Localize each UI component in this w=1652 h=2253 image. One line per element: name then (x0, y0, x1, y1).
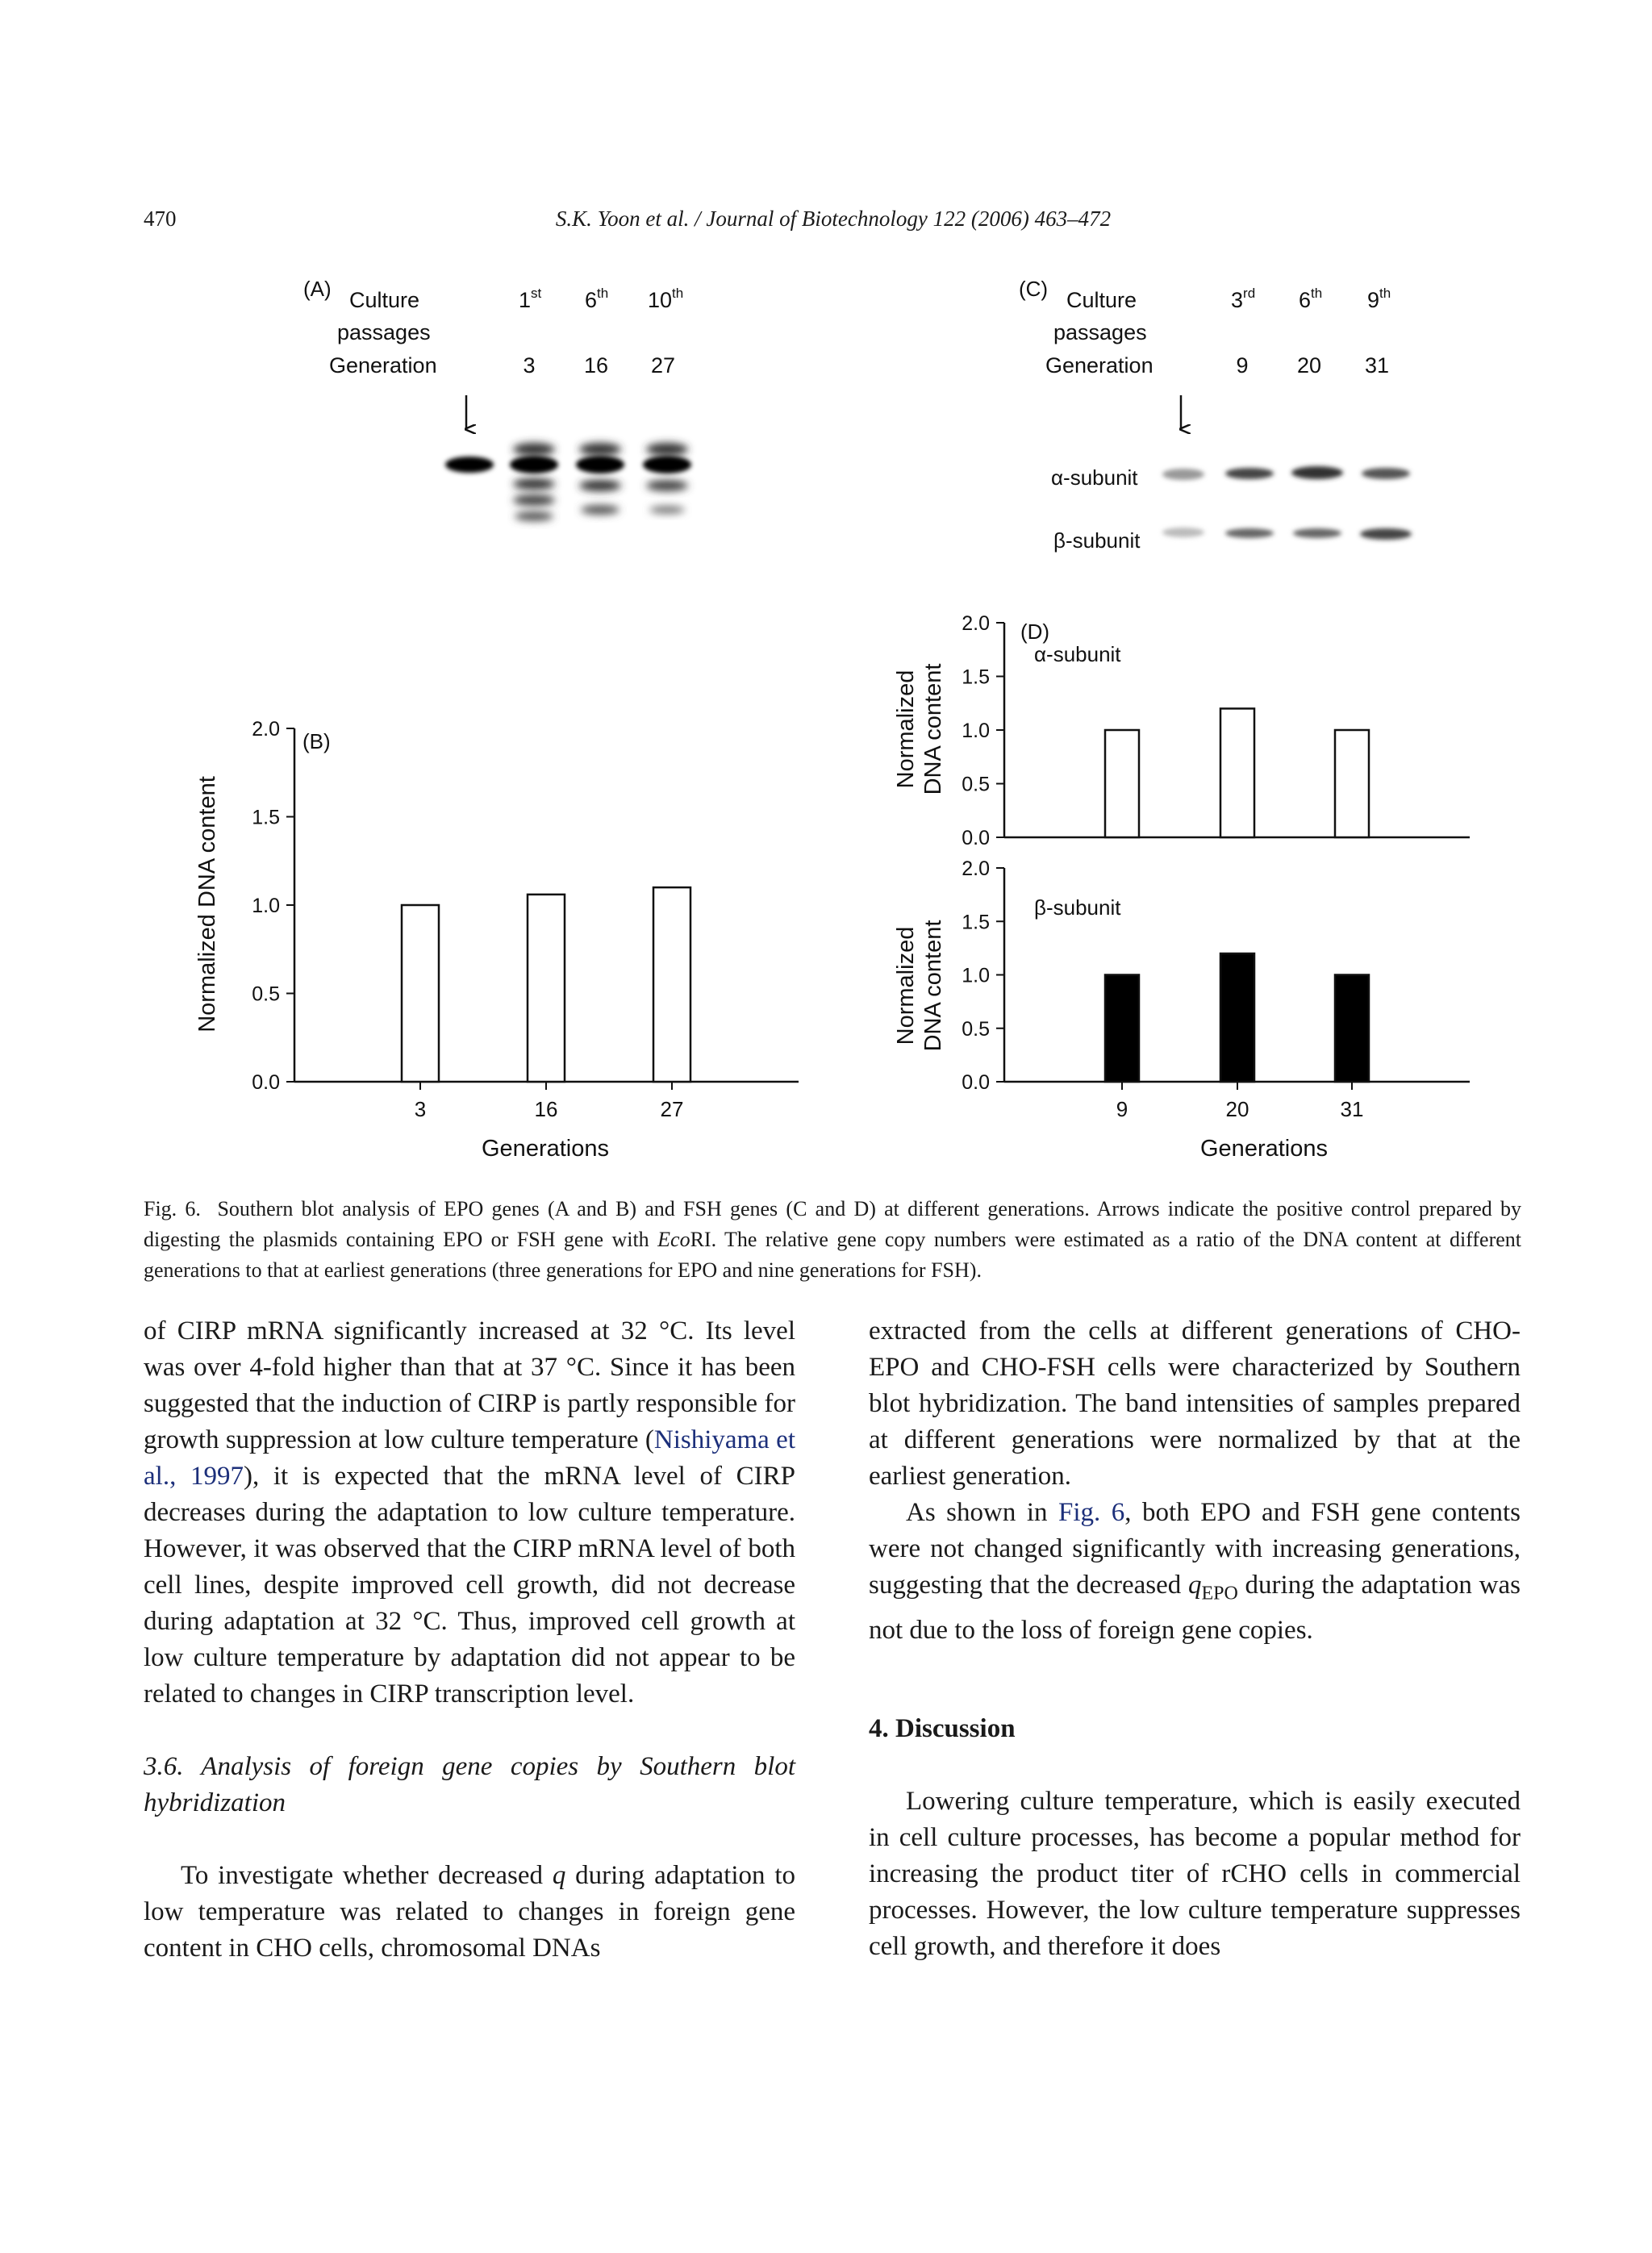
caption-enzyme-italic: Eco (657, 1228, 690, 1251)
panel-d-beta-y-tick-label: 1.5 (962, 911, 990, 934)
caption-enzyme-rest: RI (690, 1228, 711, 1251)
caption-text-1: Southern blot analysis of EPO genes (A and B) and FSH genes (C and D) at different generations. Arrows indicate the positive control prepared by digesting the plasmids containing EPO or FSH gene with (144, 1197, 1522, 1251)
panel-d-beta-y-tick-label: 2.0 (962, 857, 990, 880)
panel-b-y-tick-label: 2.0 (252, 718, 280, 741)
panel-d-alpha-y-tick-label: 2.0 (962, 612, 990, 635)
panel-b-x-tick-label: 3 (414, 1097, 427, 1121)
panel-d-beta-ylabel-line1: Normalized (893, 926, 919, 1045)
panel-d-beta-y-tick-label: 0.0 (962, 1071, 990, 1094)
panel-a-label: (A) (303, 277, 332, 301)
panel-d-alpha-ylabel-line1: Normalized (893, 670, 919, 789)
panel-d-label: (D) (1020, 620, 1050, 644)
panel-d-chart (893, 612, 1470, 1162)
panel-a-gen-3: 27 (650, 353, 676, 378)
panel-d-beta-x-tick-label: 9 (1116, 1097, 1128, 1121)
panel-d-beta-x-tick-label: 31 (1340, 1097, 1364, 1121)
panel-d-beta-y-tick-label: 0.5 (962, 1017, 990, 1041)
panel-d-alpha-label: α-subunit (1034, 642, 1121, 666)
panel-a-row-culture: Culture (349, 288, 420, 312)
panel-a-gen-1: 3 (523, 353, 536, 378)
panel-b-y-tick-label: 0.5 (252, 983, 280, 1006)
symbol-q: q (552, 1861, 566, 1890)
gel-lane-2 (576, 443, 624, 515)
panel-d-beta-x-tick-label: 20 (1225, 1097, 1249, 1121)
panel-b-bar-27 (653, 887, 690, 1082)
panel-b-y-tick-label: 1.0 (252, 895, 280, 917)
panel-c-gen-2: 20 (1296, 353, 1322, 378)
panel-c-passage-1: 3rd (1231, 286, 1256, 312)
running-head: S.K. Yoon et al. / Journal of Biotechnology 122 (2006) 463–472 (555, 207, 1112, 231)
panel-c-passage-2: 6th (1299, 286, 1323, 312)
paragraph: extracted from the cells at different generations of CHO-EPO and CHO-FSH cells were characterized by Southern blot hybridization. The band intensities of samples prepared at different generations were normalized by that at the earliest generation. (869, 1316, 1521, 1491)
paragraph-text: ), it is expected that the mRNA level of CIRP decreases during the adaptation to low culture temperature. However, it was observed that the CIRP mRNA level of both cell lines, despite improved cell growth, did not decrease during adaptation at 32 °C. Thus, improved cell growth at low culture temperature by adaptation did not appear to be related to changes in CIRP transcription level. (144, 1462, 795, 1709)
gel-band (445, 457, 494, 473)
paragraph: Lowering culture temperature, which is easily executed in cell culture processes, has become a popular method for increasing the product titer of rCHO cells in commercial processes. However, the low culture temperature suppresses cell growth, and therefore it does (869, 1786, 1521, 1961)
panel-b-x-tick-label: 16 (534, 1097, 558, 1121)
panel-c-passage-3: 9th (1367, 286, 1391, 312)
panel-b-y-tick-label: 0.0 (252, 1071, 280, 1094)
paragraph-text: As shown in (906, 1498, 1059, 1527)
panel-d-alpha-y-tick-label: 1.0 (962, 720, 990, 742)
panel-c-bands (1162, 466, 1412, 540)
caption-label: Fig. 6. (144, 1197, 201, 1220)
panel-a-bands (445, 443, 691, 521)
panel-d-beta-label: β-subunit (1034, 895, 1121, 920)
symbol-q: q (1187, 1571, 1202, 1600)
panel-d-beta-bar-9 (1105, 975, 1139, 1083)
figure-link[interactable]: Fig. 6 (1058, 1498, 1125, 1527)
section-heading: 4. Discussion (869, 1713, 1016, 1743)
panel-d-alpha-bar-20 (1220, 708, 1254, 837)
citation-link[interactable]: Nishiyama et al., 1997 (144, 1425, 795, 1491)
section-heading: 3.6. Analysis of foreign gene copies by Southern blot hybridization (144, 1752, 795, 1817)
panel-b-x-tick-label: 27 (660, 1097, 684, 1121)
paragraph-text: during adaptation to low temperature was related to changes in foreign gene content in CHO cells, chromosomal DNAs (144, 1861, 795, 1963)
panel-b-bar-3 (402, 905, 439, 1082)
panel-c-row-culture: Culture (1066, 288, 1137, 312)
panel-b-xlabel: Generations (482, 1136, 609, 1162)
panel-c-gen-3: 31 (1364, 353, 1390, 378)
panel-b-bar-16 (528, 895, 565, 1082)
panel-d-beta-ylabel-line2: DNA content (920, 920, 946, 1052)
panel-c-gen-1: 9 (1236, 353, 1249, 378)
panel-d-xlabel: Generations (1200, 1136, 1328, 1162)
panel-b-label: (B) (302, 729, 331, 753)
panel-c-row-generation: Generation (1045, 353, 1153, 378)
panel-a (303, 277, 691, 521)
panel-a-row-generation: Generation (329, 353, 437, 378)
panel-c-row-passages: passages (1053, 320, 1147, 344)
panel-a-passage-1: 1st (519, 286, 542, 312)
caption-text-2: . The relative gene copy numbers were estimated as a ratio of the DNA content at different generations to that at earliest generations (three generations for EPO and nine generations for FSH). (144, 1228, 1521, 1282)
panel-b-ylabel: Normalized DNA content (194, 776, 220, 1033)
panel-c (1019, 277, 1412, 553)
panel-b-chart (194, 718, 799, 1162)
panel-c-beta-label: β-subunit (1053, 528, 1141, 553)
panel-d-alpha-ylabel-line2: DNA content (920, 663, 946, 795)
gel-lane-3 (643, 443, 691, 514)
paragraph (144, 1313, 795, 1713)
figure-caption (144, 1194, 1521, 1286)
paragraph-text: , both EPO and FSH gene contents were not changed significantly with increasing generations, suggesting that the decreased (869, 1498, 1521, 1600)
paragraph-text: To investigate whether decreased (181, 1861, 553, 1890)
paragraph (144, 1858, 795, 1967)
panel-d-alpha-y-tick-label: 0.5 (962, 773, 990, 796)
subscript-epo: EPO (1201, 1583, 1238, 1604)
panel-c-label: (C) (1019, 277, 1049, 301)
right-column (869, 1313, 1521, 1965)
panel-d-alpha-y-tick-label: 0.0 (962, 827, 990, 849)
page-number: 470 (144, 207, 177, 231)
paragraph-text: during the adaptation was not due to the loss of foreign gene copies. (869, 1571, 1521, 1645)
left-column (144, 1313, 795, 1967)
panel-b-y-tick-label: 1.5 (252, 806, 280, 829)
panel-a-gen-2: 16 (583, 353, 609, 378)
panel-d-alpha-bar-31 (1335, 730, 1369, 837)
panel-d-alpha-bar-9 (1105, 730, 1139, 837)
panel-d-beta-bar-31 (1335, 975, 1369, 1083)
panel-d-alpha-y-tick-label: 1.5 (962, 665, 990, 689)
paragraph (869, 1495, 1521, 1649)
gel-lane-1 (510, 443, 558, 521)
panel-a-passage-3: 10th (648, 286, 684, 312)
panel-c-alpha-label: α-subunit (1051, 465, 1138, 490)
panel-d-beta-bar-20 (1220, 953, 1254, 1082)
panel-d-beta-y-tick-label: 1.0 (962, 964, 990, 987)
paragraph-text: of CIRP mRNA significantly increased at 32 °C. Its level was over 4-fold higher than that at 37 °C. Since it has been suggested that the induction of CIRP is partly responsible for growth suppression at low culture temperature ( (144, 1316, 795, 1454)
panel-a-passage-2: 6th (585, 286, 609, 312)
panel-a-row-passages: passages (337, 320, 431, 344)
